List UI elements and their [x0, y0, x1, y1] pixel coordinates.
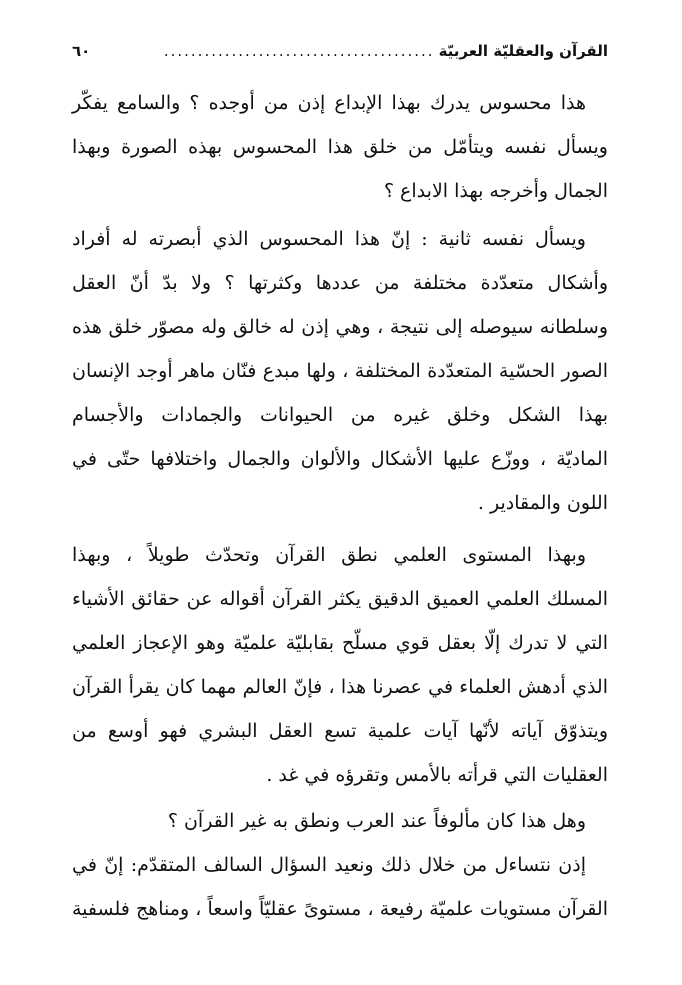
text-line: وبهذا المستوى العلمي نطق القرآن وتحدّث طويلاً ، وبهذا [72, 544, 586, 566]
text-line: العقليات التي قرأته بالأمس وتقرؤه في غد . [266, 764, 608, 786]
text-line: اللون والمقادير . [477, 492, 608, 514]
text-line: بهذا الشكل وخلق غيره من الحيوانات والجمادات والأجسام [72, 404, 608, 426]
text-line: ويسأل نفسه ويتأمّل من خلق هذا المحسوس بهذه الصورة وبهذا [72, 136, 608, 158]
text-line: إذن نتساءل من خلال ذلك ونعيد السؤال السالف المتقدّم: إنّ في [72, 854, 586, 876]
text-line: القرآن مستويات علميّة رفيعة ، مستوىً عقليّاً واسعاً ، ومناهج فلسفية [72, 898, 608, 920]
text-line: الصور الحسّية المتعدّدة المختلفة ، ولها مبدع فنّان ماهر أوجد الإنسان [72, 360, 608, 382]
text-line: المسلك العلمي العميق الدقيق يكثر القرآن أقواله عن حقائق الأشياء [72, 588, 608, 610]
text-line: هذا محسوس يدرك بهذا الإبداع إذن من أوجده ؟ والسامع يفكّر [72, 92, 586, 114]
page-number: ٦٠ [72, 42, 91, 60]
header-leader-dots: ........................................ [163, 42, 435, 60]
text-line: وسلطانه سيوصله إلى نتيجة ، وهي إذن له خالق وله مصوّر خلق هذه [72, 316, 608, 338]
text-line: الذي أدهش العلماء في عصرنا هذا ، فإنّ العالم مهما كان يقرأ القرآن [72, 676, 608, 698]
text-line: ويتذوّق آياته لأنّها آيات علمية تسع العقل البشري فهو أوسع من [72, 720, 608, 742]
running-header [72, 32, 608, 60]
text-line: ويسأل نفسه ثانية : إنّ هذا المحسوس الذي أبصرته له أفراد [72, 228, 586, 250]
text-line: الماديّة ، ووزّع عليها الأشكال والألوان والجمال واختلافها حتّى في [72, 448, 608, 470]
text-line: وهل هذا كان مألوفاً عند العرب ونطق به غير القرآن ؟ [167, 810, 586, 832]
text-line: وأشكال متعدّدة مختلفة من عددها وكثرتها ؟ ولا بدّ أنّ العقل [72, 272, 608, 294]
text-line: الجمال وأخرجه بهذا الابداع ؟ [383, 180, 608, 202]
text-line: التي لا تدرك إلّا بعقل قوي مسلّح بقابليّة علميّة وهو الإعجاز العلمي [72, 632, 608, 654]
book-title: القرآن والعقليّة العربيّة [438, 42, 608, 60]
